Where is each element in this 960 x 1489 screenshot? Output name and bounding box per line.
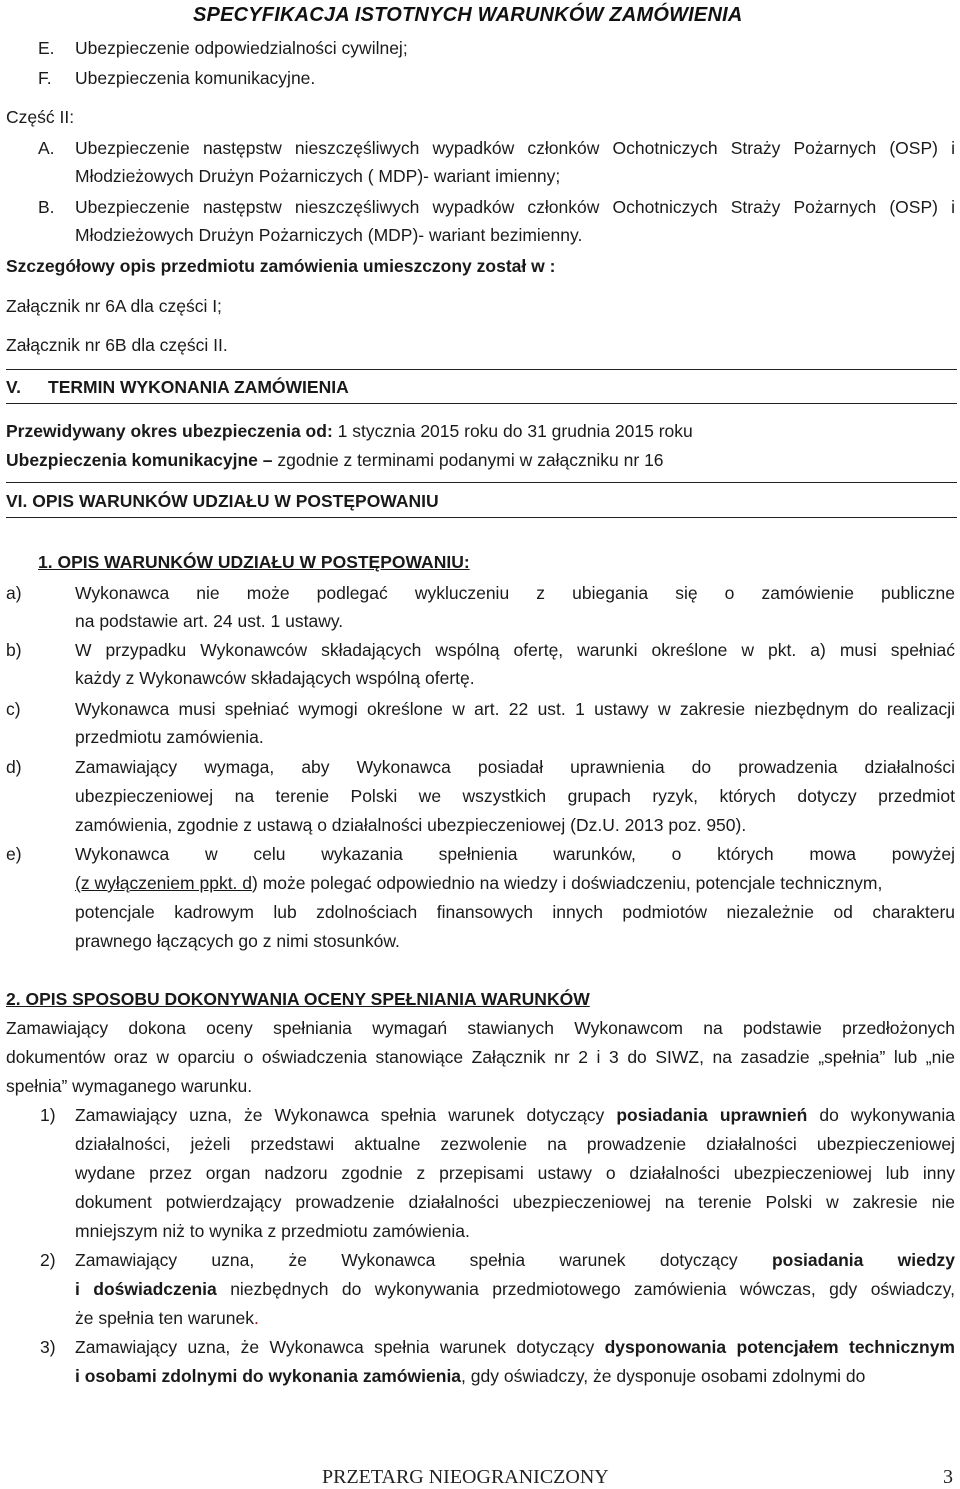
section-number: V. (6, 377, 21, 397)
list-letter: F. (38, 68, 52, 88)
emphasis: posiadania uprawnień (616, 1105, 808, 1125)
list-item-line: Zamawiający wymaga, aby Wykonawca posiadał uprawnienia do prowadzenia działalności (75, 757, 955, 777)
list-item-line: Wykonawca w celu wykazania spełnienia warunków, o których mowa powyżej (75, 844, 955, 864)
list-item-line: dokument potwierdzający prowadzenie działalności ubezpieczeniowej na terenie Polski w zakresie nie (75, 1192, 955, 1212)
attachment-line: Załącznik nr 6A dla części I; (6, 296, 222, 316)
list-item-line: Ubezpieczenie następstw nieszczęśliwych wypadków członków Ochotniczych Straży Pożarnych (OSP) i (75, 138, 955, 158)
subsection-heading: 2. OPIS SPOSOBU DOKONYWANIA OCENY SPEŁNIANIA WARUNKÓW (6, 989, 590, 1009)
period-value: 1 stycznia 2015 roku do 31 grudnia 2015 roku (337, 421, 693, 441)
text-run: Zamawiający uzna, że Wykonawca spełnia warunek dotyczący (75, 1105, 605, 1125)
attachment-line: Załącznik nr 6B dla części II. (6, 335, 228, 355)
text-run: Zamawiający uzna, że Wykonawca spełnia warunek dotyczący (75, 1337, 595, 1357)
page-header-title: SPECYFIKACJA ISTOTNYCH WARUNKÓW ZAMÓWIENIA (193, 4, 743, 26)
period-label: Przewidywany okres ubezpieczenia od: (6, 421, 333, 441)
list-letter: E. (38, 38, 55, 58)
text-run: . (254, 1308, 259, 1328)
details-heading: Szczegółowy opis przedmiotu zamówienia umieszczony został w : (6, 256, 556, 276)
paragraph-line: Zamawiający dokona oceny spełniania wymagań stawianych Wykonawcom na podstawie przedłożonych (6, 1018, 955, 1038)
period-line (6, 421, 693, 442)
section-divider (6, 403, 957, 404)
list-letter: c) (6, 699, 21, 719)
list-item: Ubezpieczenia komunikacyjne. (75, 68, 316, 88)
emphasis: posiadania wiedzy (771, 1250, 956, 1270)
paragraph-line: dokumentów oraz w oparciu o oświadczenia stanowiące Załącznik nr 2 i 3 do SIWZ, na zasadzie „spełnia” lub „nie (6, 1047, 955, 1067)
list-item-line (75, 1250, 955, 1271)
list-item-line (75, 1279, 955, 1300)
section-divider (6, 369, 957, 370)
text-run: do wykonywania (819, 1105, 955, 1125)
list-item-line: każdy z Wykonawców składających wspólną ofertę. (75, 668, 475, 688)
list-item-line (75, 1105, 955, 1126)
list-letter: d) (6, 757, 22, 777)
section-divider (6, 482, 957, 483)
list-item-line (75, 1308, 259, 1329)
text-run: niezbędnych do wykonywania przedmiotowego zamówienia wówczas, gdy oświadczy, (230, 1279, 955, 1299)
exclusion-note: (z wyłączeniem ppkt. d (75, 873, 253, 893)
section-divider (6, 517, 957, 518)
list-item-line: Młodzieżowych Drużyn Pożarniczych (MDP)- wariant bezimienny. (75, 225, 583, 245)
list-item-line (75, 1337, 955, 1358)
list-item-line: Wykonawca nie może podlegać wykluczeniu z ubiegania się o zamówienie publiczne (75, 583, 955, 603)
emphasis: i osobami zdolnymi do wykonania zamówienia (75, 1366, 462, 1386)
list-letter: e) (6, 844, 22, 864)
list-item-line: Młodzieżowych Drużyn Pożarniczych ( MDP)- wariant imienny; (75, 166, 561, 186)
list-item-line: przedmiotu zamówienia. (75, 727, 264, 747)
dash: – (262, 450, 273, 470)
list-letter: b) (6, 640, 22, 660)
list-number: 3) (40, 1337, 56, 1357)
vehicle-label: Ubezpieczenia komunikacyjne (6, 450, 258, 470)
list-item-line (75, 873, 882, 894)
text-run: , gdy oświadczy, że dysponuje osobami zdolnymi do (461, 1366, 866, 1386)
emphasis: dysponowania potencjałem technicznym (604, 1337, 955, 1357)
list-item-line: wydane przez organ nadzoru zgodnie z przepisami ustawy o działalności ubezpieczeniowej lub inny (75, 1163, 955, 1183)
vehicle-value: zgodnie z terminami podanymi w załączniku nr 16 (277, 450, 664, 470)
list-number: 2) (40, 1250, 56, 1270)
text-run: że spełnia ten warunek (75, 1308, 254, 1328)
emphasis: i doświadczenia (75, 1279, 217, 1299)
list-item-line: W przypadku Wykonawców składających wspólną ofertę, warunki określone w pkt. a) musi spełniać (75, 640, 955, 660)
vehicle-insurance-line (6, 450, 664, 471)
page-number: 3 (943, 1466, 953, 1488)
footer-text: PRZETARG NIEOGRANICZONY (322, 1466, 609, 1488)
list-letter: a) (6, 583, 22, 603)
list-item-line: Wykonawca musi spełniać wymogi określone w art. 22 ust. 1 ustawy w zakresie niezbędnym do realizacji (75, 699, 955, 719)
list-letter: B. (38, 197, 55, 217)
list-item-line: prawnego łączących go z nimi stosunków. (75, 931, 400, 951)
section-title: TERMIN WYKONANIA ZAMÓWIENIA (48, 377, 349, 397)
list-item-line: na podstawie art. 24 ust. 1 ustawy. (75, 611, 344, 631)
subsection-heading: 1. OPIS WARUNKÓW UDZIAŁU W POSTĘPOWANIU: (38, 552, 470, 572)
text-run: ) może polegać odpowiednio na wiedzy i doświadczeniu, potencjale technicznym, (252, 873, 883, 893)
list-item-line: ubezpieczeniowej na terenie Polski we wszystkich grupach ryzyk, których dotyczy przedmiot (75, 786, 955, 806)
list-item-line: Ubezpieczenie następstw nieszczęśliwych wypadków członków Ochotniczych Straży Pożarnych (OSP) i (75, 197, 955, 217)
list-item-line (75, 1366, 955, 1387)
list-item-line: działalności, jeżeli przedstawi aktualne zezwolenie na prowadzenie działalności ubezpieczeniowej (75, 1134, 955, 1154)
list-item-line: potencjale kadrowym lub zdolnościach finansowych innych podmiotów niezależnie od charakteru (75, 902, 955, 922)
list-number: 1) (40, 1105, 56, 1125)
paragraph-line: spełnia” wymaganego warunku. (6, 1076, 253, 1096)
list-item: Ubezpieczenie odpowiedzialności cywilnej; (75, 38, 408, 58)
list-item-line: zamówienia, zgodnie z ustawą o działalności ubezpieczeniowej (Dz.U. 2013 poz. 950). (75, 815, 747, 835)
list-item-line: mniejszym niż to wynika z przedmiotu zamówienia. (75, 1221, 470, 1241)
list-letter: A. (38, 138, 55, 158)
part-heading: Część II: (6, 107, 75, 127)
text-run: Zamawiający uzna, że Wykonawca spełnia warunek dotyczący (75, 1250, 738, 1270)
section-title: VI. OPIS WARUNKÓW UDZIAŁU W POSTĘPOWANIU (6, 491, 439, 511)
